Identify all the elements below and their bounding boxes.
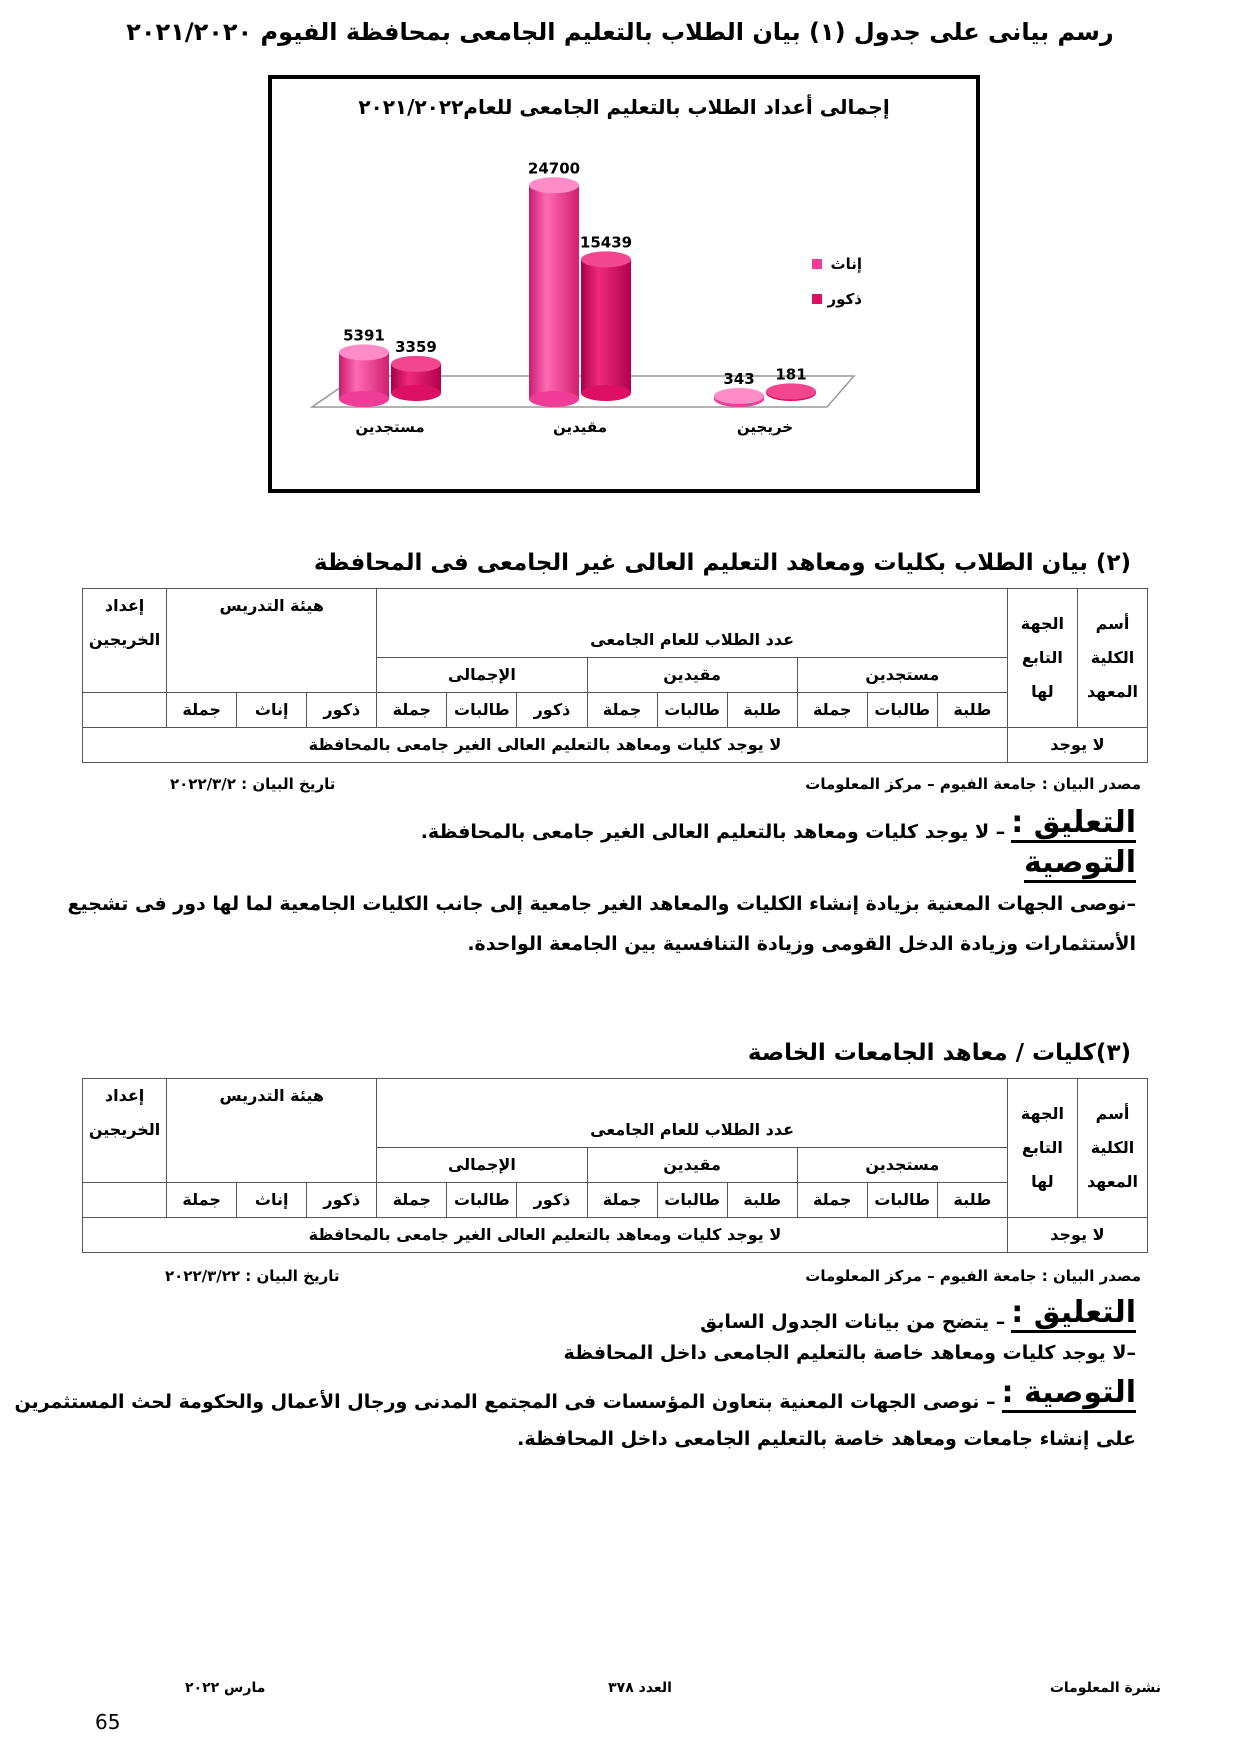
page-number: 65 <box>95 1710 121 1734</box>
staff-header: هيئة التدريس <box>167 589 377 693</box>
data-label: 24700 <box>527 159 581 178</box>
section3-comment-line2: –لا يوجد كليات ومعاهد خاصة بالتعليم الجامعى داخل المحافظة <box>563 1342 1136 1364</box>
section2-rec-line2: الأستثمارات وزيادة الدخل القومى وزيادة التنافسية بين الجامعة الواحدة. <box>467 933 1136 955</box>
col-college-name: أسم الكلية المعهد <box>1077 589 1147 728</box>
sub-total-total: جملة <box>377 1183 447 1218</box>
section2-comment-text: – لا يوجد كليات ومعاهد بالتعليم العالى الغير جامعى بالمحافظة. <box>420 821 1006 843</box>
section2-rec-label: التوصية <box>1024 845 1136 883</box>
section3-rec-line2: على إنشاء جامعات ومعاهد خاصة بالتعليم الجامعى داخل المحافظة. <box>517 1428 1136 1450</box>
sub-enrolled-male: طلبة <box>727 693 797 728</box>
bar-ذكور-مقيدين <box>581 251 631 401</box>
row-none: لا يوجد <box>1007 1218 1147 1253</box>
col-affiliated: الجهة التابع لها <box>1007 589 1077 728</box>
graduates-header: إعداد الخريجين <box>83 589 167 693</box>
col-college-name: أسم الكلية المعهد <box>1077 1079 1147 1218</box>
category-label: مستجدين <box>355 418 425 436</box>
section3-table <box>82 1078 1148 1253</box>
sub-new-female: طالبات <box>867 693 937 728</box>
graduates-header: إعداد الخريجين <box>83 1079 167 1183</box>
section3-comment-label: التعليق : <box>1011 1296 1136 1333</box>
bar-إناث-مستجدين <box>339 344 389 407</box>
enrolled-header: مقيدين <box>587 658 797 693</box>
sub-total-male: ذكور <box>517 1183 587 1218</box>
sub-staff-male: ذكور <box>307 693 377 728</box>
footer-publication: نشرة المعلومات <box>1049 1680 1161 1696</box>
data-label: 181 <box>775 365 807 384</box>
legend-label: إناث <box>830 255 862 273</box>
category-label: مقيدين <box>552 418 608 436</box>
sub-grad-empty <box>83 1183 167 1218</box>
row-none: لا يوجد <box>1007 728 1147 763</box>
new-header: مستجدين <box>797 1148 1007 1183</box>
footer-issue: العدد ٣٧٨ <box>608 1680 672 1696</box>
section2-title: (٢) بيان الطلاب بكليات ومعاهد التعليم العالى غير الجامعى فى المحافظة <box>313 550 1131 576</box>
section2-comment-label: التعليق : <box>1011 806 1136 843</box>
col-affiliated: الجهة التابع لها <box>1007 1079 1077 1218</box>
enrolled-header: مقيدين <box>587 1148 797 1183</box>
sub-staff-male: ذكور <box>307 1183 377 1218</box>
bar-ذكور-مستجدين <box>391 356 441 401</box>
bar-إناث-مقيدين <box>529 177 579 407</box>
data-label: 3359 <box>395 337 437 356</box>
sub-total-male: ذكور <box>517 693 587 728</box>
sub-enrolled-female: طالبات <box>657 1183 727 1218</box>
sub-total-total: جملة <box>377 693 447 728</box>
data-label: 5391 <box>343 326 385 345</box>
sub-new-total: جملة <box>797 1183 867 1218</box>
sub-grad-empty <box>83 693 167 728</box>
sub-staff-total: جملة <box>167 693 237 728</box>
section3-rec-label: التوصية : <box>1002 1376 1136 1413</box>
legend-label: ذكور <box>827 290 862 308</box>
total-header: الإجمالى <box>377 1148 587 1183</box>
students-header: عدد الطلاب للعام الجامعى <box>377 589 1008 658</box>
sub-new-male: طلبة <box>937 1183 1007 1218</box>
data-label: 343 <box>723 370 755 389</box>
footer-date: مارس ٢٠٢٢ <box>185 1680 266 1696</box>
sub-total-female: طالبات <box>447 693 517 728</box>
legend-swatch <box>812 259 822 269</box>
bar-ذكور-خريجين <box>766 383 816 401</box>
sub-new-male: طلبة <box>937 693 1007 728</box>
sub-staff-female: إناث <box>237 1183 307 1218</box>
students-header: عدد الطلاب للعام الجامعى <box>377 1079 1008 1148</box>
chart-frame <box>268 75 980 493</box>
sub-staff-female: إناث <box>237 693 307 728</box>
sub-enrolled-male: طلبة <box>727 1183 797 1218</box>
staff-header: هيئة التدريس <box>167 1079 377 1183</box>
sub-total-female: طالبات <box>447 1183 517 1218</box>
section2-source: مصدر البيان : جامعة الفيوم – مركز المعلومات <box>805 775 1141 793</box>
section3-comment-text: – يتضح من بيانات الجدول السابق <box>700 1311 1006 1333</box>
new-header: مستجدين <box>797 658 1007 693</box>
chart-title: إجمالى أعداد الطلاب بالتعليم الجامعى للعام٢٠٢١/٢٠٢٢ <box>358 95 890 119</box>
section3-rec-line1: – نوصى الجهات المعنية بتعاون المؤسسات فى المجتمع المدنى ورجال الأعمال والحكومة لحث المستثمرين <box>14 1391 996 1413</box>
sub-enrolled-total: جملة <box>587 693 657 728</box>
sub-new-female: طالبات <box>867 1183 937 1218</box>
sub-staff-total: جملة <box>167 1183 237 1218</box>
sub-enrolled-female: طالبات <box>657 693 727 728</box>
section2-date: تاريخ البيان : ٢٠٢٢/٣/٢ <box>170 775 336 793</box>
bar-chart <box>272 79 976 489</box>
legend-swatch <box>812 294 822 304</box>
row-message: لا يوجد كليات ومعاهد بالتعليم العالى الغير جامعى بالمحافظة <box>83 1218 1008 1253</box>
data-label: 15439 <box>579 233 633 252</box>
sub-enrolled-total: جملة <box>587 1183 657 1218</box>
section3-date: تاريخ البيان : ٢٠٢٢/٣/٢٢ <box>165 1267 340 1285</box>
row-message: لا يوجد كليات ومعاهد بالتعليم العالى الغير جامعى بالمحافظة <box>83 728 1008 763</box>
bar-إناث-خريجين <box>714 388 764 407</box>
total-header: الإجمالى <box>377 658 587 693</box>
section2-table <box>82 588 1148 763</box>
section2-rec-line1: –نوصى الجهات المعنية بزيادة إنشاء الكليات والمعاهد الغير جامعية إلى جانب الكليات الجامعية لما لها دور فى تشجيع <box>67 893 1136 915</box>
section3-title: (٣)كليات / معاهد الجامعات الخاصة <box>747 1040 1131 1066</box>
sub-new-total: جملة <box>797 693 867 728</box>
section3-source: مصدر البيان : جامعة الفيوم – مركز المعلومات <box>805 1267 1141 1285</box>
category-label: خريجين <box>736 418 794 436</box>
page-title: رسم بيانى على جدول (١) بيان الطلاب بالتعليم الجامعى بمحافظة الفيوم ٢٠٢١/٢٠٢٠ <box>126 18 1114 46</box>
